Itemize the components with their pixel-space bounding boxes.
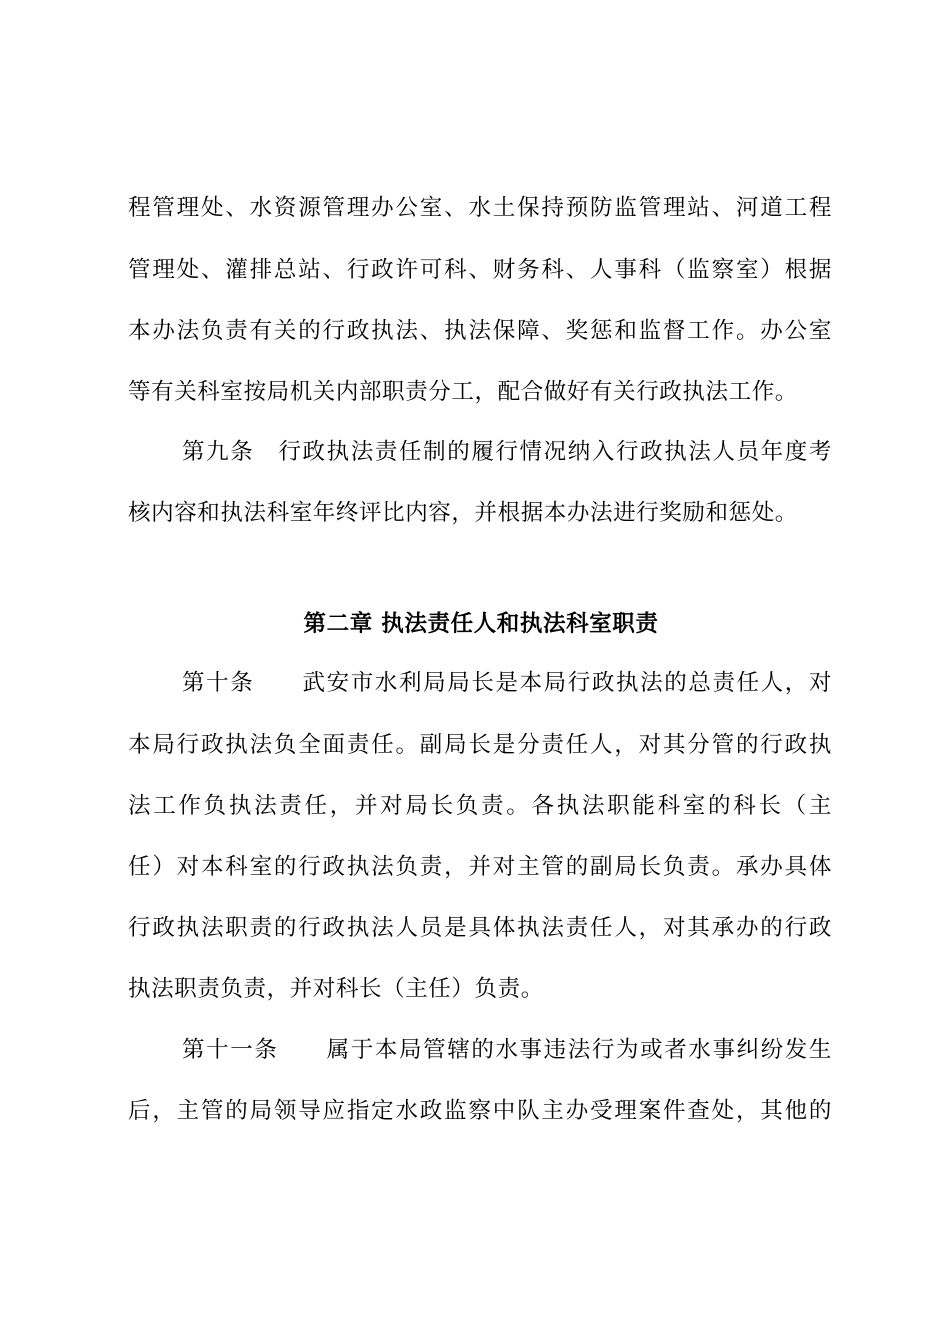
paragraph-line	[0, 313, 950, 349]
article-10-line	[0, 849, 950, 885]
article-10-line	[0, 788, 950, 824]
paragraph-line	[0, 374, 950, 410]
text-line: 执法职责负责，并对科长（主任）负责。	[128, 976, 544, 1002]
text-line: 后，主管的局领导应指定水政监察中队主办受理案件查处，其他的	[128, 1098, 832, 1124]
article-11-line	[0, 1093, 950, 1129]
text-line: 第十条 武安市水利局局长是本局行政执法的总责任人，对	[182, 670, 832, 696]
article-11-line	[0, 1032, 950, 1068]
text-line: 本局行政执法负全面责任。副局长是分责任人，对其分管的行政执	[128, 732, 832, 758]
text-line: 核内容和执法科室年终评比内容，并根据本办法进行奖励和惩处。	[128, 500, 798, 526]
text-line: 管理处、灌排总站、行政许可科、财务科、人事科（监察室）根据	[128, 257, 832, 283]
text-line: 程管理处、水资源管理办公室、水土保持预防监管理站、河道工程	[128, 195, 832, 221]
article-10-line	[0, 971, 950, 1007]
text-line: 行政执法职责的行政执法人员是具体执法责任人，对其承办的行政	[128, 915, 832, 941]
text-line: 任）对本科室的行政执法负责，并对主管的副局长负责。承办具体	[128, 854, 832, 880]
text-line: 法工作负执法责任，并对局长负责。各执法职能科室的科长（主	[128, 793, 832, 819]
article-10-line	[0, 665, 950, 701]
paragraph-line	[0, 190, 950, 226]
chapter-heading	[0, 606, 950, 642]
article-10-line	[0, 727, 950, 763]
text-line: 第十一条 属于本局管辖的水事违法行为或者水事纠纷发生	[182, 1037, 832, 1063]
text-line: 第九条 行政执法责任制的履行情况纳入行政执法人员年度考	[182, 439, 832, 465]
article-9-line	[0, 495, 950, 531]
text-line: 本办法负责有关的行政执法、执法保障、奖惩和监督工作。办公室	[128, 318, 832, 344]
paragraph-line	[0, 252, 950, 288]
article-9-line	[0, 434, 950, 470]
article-10-line	[0, 910, 950, 946]
text-line: 等有关科室按局机关内部职责分工，配合做好有关行政执法工作。	[128, 379, 798, 405]
chapter-heading-text: 第二章 执法责任人和执法科室职责	[303, 611, 659, 637]
